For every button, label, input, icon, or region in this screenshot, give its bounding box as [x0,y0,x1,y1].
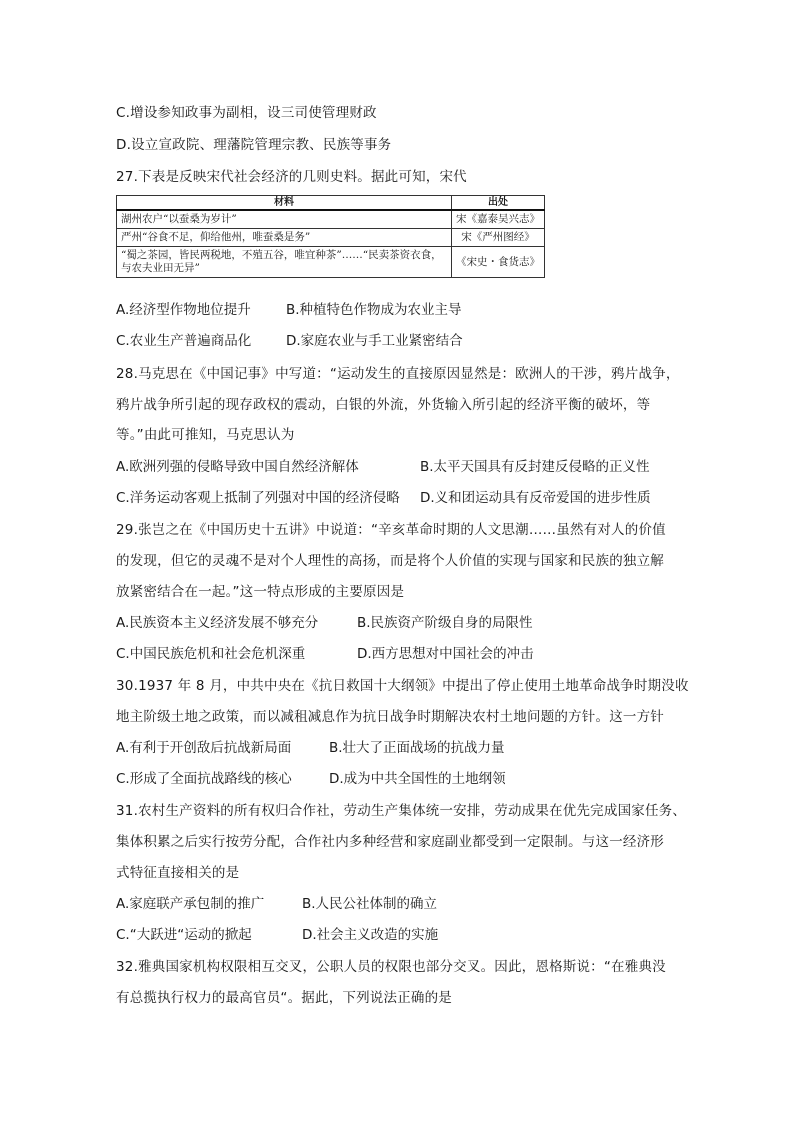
q29-option-c: C.中国民族危机和社会危机深重 [116,646,306,662]
q31-stem-line3: 式特征直接相关的是 [116,865,240,881]
table-header-material: 材料 [117,196,452,211]
q29-option-b: B.民族资产阶级自身的局限性 [357,615,533,631]
q29-stem-line3: 放紧密结合在一起。”这一特点形成的主要原因是 [116,584,405,600]
table-row [117,210,545,229]
q32-stem-line1: 32.雅典国家机构权限相互交叉，公职人员的权限也部分交叉。因此，恩格斯说：“在雅典没 [116,959,666,975]
table-cell-source: 宋《嘉泰吴兴志》 [452,210,545,229]
q30-option-a: A.有利于开创敌后抗战新局面 [116,740,292,756]
q27-option-c: C.农业生产普遍商品化 [116,333,252,349]
q31-stem-line1: 31.农村生产资料的所有权归合作社，劳动生产集体统一安排，劳动成果在优先完成国家任务、 [116,803,687,819]
q26-option-d: D.设立宣政院、理藩院管理宗教、民族等事务 [116,137,392,153]
q31-stem-line2: 集体积累之后实行按劳分配，合作社内多种经营和家庭副业都受到一定限制。与这一经济形 [116,834,664,850]
q28-stem-line1: 28.马克思在《中国记事》中写道：“运动发生的直接原因显然是：欧洲人的干涉，鸦片战争， [116,366,680,382]
q31-option-b: B.人民公社体制的确立 [302,896,438,912]
q30-stem-line2: 地主阶级土地之政策，而以减租减息作为抗日战争时期解决农村土地问题的方针。这一方针 [116,709,664,725]
q31-option-a: A.家庭联产承包制的推广 [116,896,265,912]
q29-stem-line1: 29.张岂之在《中国历史十五讲》中说道：“辛亥革命时期的人文思潮……虽然有对人的价值 [116,522,666,538]
table-row [117,247,545,278]
q28-stem-line2: 鸦片战争所引起的现存政权的震动，白银的外流，外货输入所引起的经济平衡的破坏，等 [116,397,651,413]
table-cell-material: “蜀之茶园，皆民两税地，不殖五谷，唯宜种茶”……“民卖茶资衣食，与农夫业田无异” [117,247,452,278]
q27-option-b: B.种植特色作物成为农业主导 [286,302,462,318]
q28-option-b: B.太平天国具有反封建反侵略的正义性 [420,459,650,475]
q28-option-a: A.欧洲列强的侵略导致中国自然经济解体 [116,459,359,475]
source-table [116,195,545,278]
table-header-row [117,196,545,211]
table-row [117,229,545,247]
q27-option-a: A.经济型作物地位提升 [116,302,251,318]
q27-option-d: D.家庭农业与手工业紧密结合 [286,333,463,349]
q28-stem-line3: 等。”由此可推知，马克思认为 [116,427,295,443]
q28-option-d: D.义和团运动具有反帝爱国的进步性质 [420,490,651,506]
q32-stem-line2: 有总揽执行权力的最高官员“。据此，下列说法正确的是 [116,990,452,1006]
q26-option-c: C.增设参知政事为副相，设三司使管理财政 [116,105,377,121]
q29-stem-line2: 的发现，但它的灵魂不是对个人理性的高扬，而是将个人价值的实现与国家和民族的独立解 [116,553,664,569]
q30-option-b: B.壮大了正面战场的抗战力量 [329,740,505,756]
q29-option-a: A.民族资本主义经济发展不够充分 [116,615,319,631]
table-cell-material: 严州“谷食不足，仰给他州，唯蚕桑是务” [117,229,452,247]
table-cell-material: 湖州农户“以蚕桑为岁计” [117,210,452,229]
table-cell-source: 《宋史・食货志》 [452,247,545,278]
q30-option-c: C.形成了全面抗战路线的核心 [116,771,292,787]
q31-option-d: D.社会主义改造的实施 [302,927,439,943]
q30-stem-line1: 30.1937 年 8 月，中共中央在《抗日救国十大纲领》中提出了停止使用土地革命战争时期没收 [116,678,689,694]
q29-option-d: D.西方思想对中国社会的冲击 [357,646,534,662]
table-header-source: 出处 [452,196,545,211]
q28-option-c: C.洋务运动客观上抵制了列强对中国的经济侵略 [116,490,400,506]
table-cell-source: 宋《严州图经》 [452,229,545,247]
q31-option-c: C.“大跃进“运动的掀起 [116,927,252,943]
q27-stem: 27.下表是反映宋代社会经济的几则史料。据此可知，宋代 [116,169,467,185]
q30-option-d: D.成为中共全国性的土地纲领 [329,771,506,787]
